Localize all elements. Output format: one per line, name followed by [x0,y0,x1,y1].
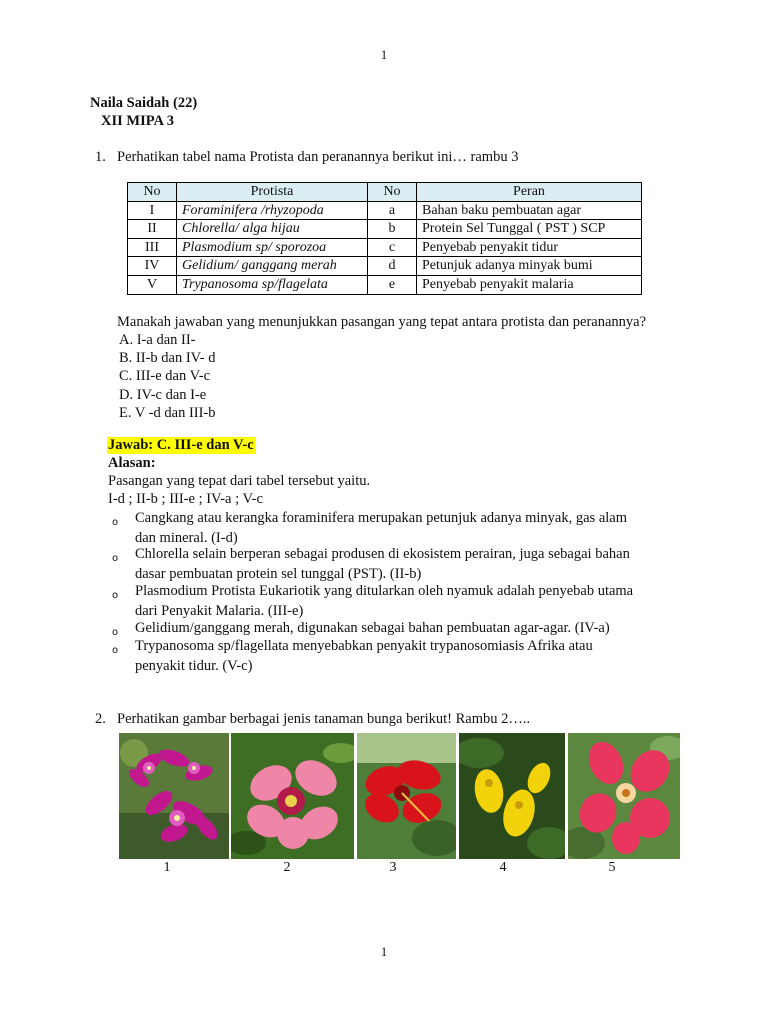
option-c: C. III-e dan V-c [119,368,211,385]
header-no: No [128,183,177,202]
image-label-2: 2 [283,860,291,875]
bullet-line: Plasmodium Protista Eukariotik yang ditularkan oleh nyamuk adalah penyebab utama [135,583,634,599]
cell-no: III [128,238,177,257]
cell-peran: Penyebab penyakit tidur [417,238,642,257]
bullet-line: Gelidium/ganggang merah, digunakan sebagai bahan pembuatan agar-agar. (IV-a) [135,620,610,636]
bullet-line: Trypanosoma sp/flagellata menyebabkan penyakit trypanosomiasis Afrika atau [135,638,593,654]
cell-peran: Penyebab penyakit malaria [417,275,642,294]
q1-options [119,331,216,422]
list-item [112,619,672,639]
image-label-5: 5 [608,860,616,875]
q1-text: Perhatikan tabel nama Protista dan peranannya berikut ini… rambu 3 [117,149,519,165]
reason-intro: Pasangan yang tepat dari tabel tersebut yaitu. [108,473,371,489]
list-item [112,637,672,676]
table-row [128,220,642,239]
flower-image-orchid [119,733,229,859]
cell-code: c [368,238,417,257]
header-no-2: No [368,183,417,202]
cell-peran: Protein Sel Tunggal ( PST ) SCP [417,220,642,239]
cell-protista: Chlorella/ alga hijau [177,220,368,239]
flower-image-hibiscus [357,733,456,859]
cell-code: d [368,257,417,276]
header-protista: Protista [177,183,368,202]
cell-peran: Bahan baku pembuatan agar [417,201,642,220]
table-row [128,257,642,276]
bullet-circle-icon: o [112,645,119,656]
flower-image-yellow-allamanda [459,733,565,859]
author-class: XII MIPA 3 [101,113,175,129]
option-b: B. II-b dan IV- d [119,350,216,367]
cell-no: IV [128,257,177,276]
cell-code: b [368,220,417,239]
q1-question: Manakah jawaban yang menunjukkan pasangan yang tepat antara protista dan peranannya? [117,314,647,330]
bullet-line: dan mineral. (I-d) [135,529,238,546]
option-d: D. IV-c dan I-e [119,386,207,403]
bullet-line: Cangkang atau kerangka foraminifera merupakan petunjuk adanya minyak, gas alam [135,510,628,526]
cell-protista: Trypanosoma sp/flagelata [177,275,368,294]
bullet-circle-icon: o [112,553,119,564]
protista-table [127,182,642,295]
cell-code: a [368,201,417,220]
image-label-3: 3 [389,860,397,875]
list-item [112,582,672,621]
image-label-1: 1 [163,860,171,875]
q1-number: 1. [95,149,106,165]
cell-protista: Gelidium/ ganggang merah [177,257,368,276]
cell-peran: Petunjuk adanya minyak bumi [417,257,642,276]
list-item [112,509,672,548]
bullet-circle-icon: o [112,517,119,528]
cell-protista: Plasmodium sp/ sporozoa [177,238,368,257]
cell-protista: Foraminifera /rhyzopoda [177,201,368,220]
bullet-line: dasar pembuatan protein sel tunggal (PST). (II-b) [135,565,422,582]
option-a: A. I-a dan II- [119,332,196,348]
bullet-circle-icon: o [112,590,119,601]
bullet-line: dari Penyakit Malaria. (III-e) [135,602,304,619]
table-row [128,238,642,257]
table-header-row [128,183,642,202]
cell-no: V [128,275,177,294]
q2-number: 2. [95,711,106,727]
list-item [112,545,672,584]
reason-label: Alasan: [108,455,156,471]
table-row [128,275,642,294]
bullet-line: Chlorella selain berperan sebagai produsen di ekosistem perairan, juga sebagai bahan [135,546,630,562]
cell-no: I [128,201,177,220]
bullet-circle-icon: o [112,627,119,638]
option-e: E. V -d dan III-b [119,404,216,421]
author-name: Naila Saidah (22) [90,95,198,111]
pairs-summary: I-d ; II-b ; III-e ; IV-a ; V-c [108,491,263,507]
cell-no: II [128,220,177,239]
page-number-top: 1 [380,47,388,62]
header-peran: Peran [417,183,642,202]
q2-text: Perhatikan gambar berbagai jenis tanaman bunga berikut! Rambu 2….. [117,711,531,727]
page-number-bottom: 1 [380,944,388,959]
cell-code: e [368,275,417,294]
table-row [128,201,642,220]
flower-image-adenium [568,733,680,859]
flower-image-allamanda-pink [231,733,354,859]
image-label-4: 4 [499,860,507,875]
bullet-line: penyakit tidur. (V-c) [135,657,253,674]
answer-highlight: Jawab: C. III-e dan V-c [108,437,254,453]
